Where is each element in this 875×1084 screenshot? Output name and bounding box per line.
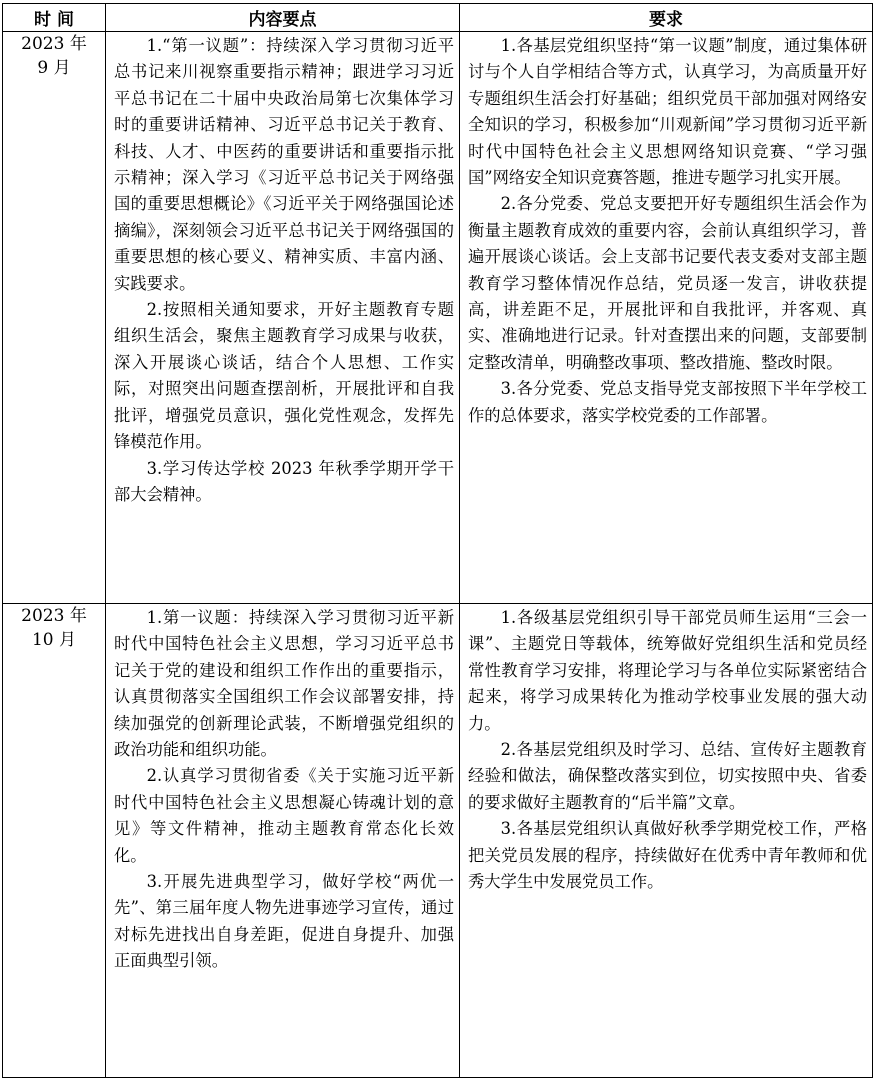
requirements-cell — [460, 32, 873, 604]
content-item: 2.认真学习贯彻省委《关于实施习近平新时代中国特色社会主义思想凝心铸魂计划的意见》等文件精神，推动主题教育常态化长效化。 — [114, 766, 454, 865]
requirement-item: 3.各基层党组织认真做好秋季学期党校工作，严格把关党员发展的程序，持续做好在优秀中青年教师和优秀大学生中发展党员工作。 — [468, 819, 867, 892]
content-cell — [106, 32, 460, 604]
requirement-item: 1.各基层党组织坚持“第一议题”制度，通过集体研讨与个人自学相结合等方式，认真学习，为高质量开好专题组织生活会打好基础；组织党员干部加强对网络安全知识的学习，积极参加“川观新闻”学习贯彻习近平新时代中国特色社会主义思想网络知识竞赛、“学习强国”网络安全知识竞赛答题，推进专题学习扎实开展。 — [468, 36, 867, 188]
content-item: 1.第一议题：持续深入学习贯彻习近平新时代中国特色社会主义思想，学习习近平总书记关于党的建设和组织工作作出的重要指示，认真贯彻落实全国组织工作会议部署安排，持续加强党的创新理论武装，不断增强党组织的政治功能和组织功能。 — [114, 608, 454, 760]
header-content: 内容要点 — [106, 4, 460, 32]
content-item: 1.“第一议题”：持续深入学习贯彻习近平总书记来川视察重要指示精神；跟进学习习近平总书记在二十届中央政治局第七次集体学习时的重要讲话精神、习近平总书记关于教育、科技、人才、中医药的重要讲话和重要指示批示精神；深入学习《习近平总书记关于网络强国的重要思想概论》《习近平关于网络强国论述摘编》，深刻领会习近平总书记关于网络强国的重要思想的核心要义、精神实质、丰富内涵、实践要求。 — [114, 36, 454, 293]
content-item: 2.按照相关通知要求，开好主题教育专题组织生活会，聚焦主题教育学习成果与收获，深入开展谈心谈话，结合个人思想、工作实际，对照突出问题查摆剖析，开展批评和自我批评，增强党员意识，强化党性观念，发挥先锋模范作用。 — [114, 300, 454, 452]
time-month: 9 月 — [37, 58, 71, 78]
time-cell — [3, 604, 106, 1078]
study-plan-table — [2, 3, 873, 1078]
content-item: 3.学习传达学校 2023 年秋季学期开学干部大会精神。 — [114, 458, 454, 504]
header-requirements: 要求 — [460, 4, 873, 32]
content-cell — [106, 604, 460, 1078]
time-year: 2023 年 — [21, 34, 87, 54]
requirements-cell — [460, 604, 873, 1078]
requirement-item: 2.各基层党组织及时学习、总结、宣传好主题教育经验和做法，确保整改落实到位，切实按照中央、省委的要求做好主题教育的“后半篇”文章。 — [468, 740, 867, 812]
requirement-item: 1.各级基层党组织引导干部党员师生运用“三会一课”、主题党日等载体，统筹做好党组织生活和党员经常性教育学习安排，将理论学习与各单位实际紧密结合起来，将学习成果转化为推动学校事业发展的强大动力。 — [468, 608, 867, 733]
requirement-item: 2.各分党委、党总支要把开好专题组织生活会作为衡量主题教育成效的重要内容，会前认真组织学习，普遍开展谈心谈话。会上支部书记要代表支委对支部主题教育学习整体情况作总结，党员逐一发言，讲收获提高，讲差距不足，开展批评和自我批评，并客观、真实、准确地进行记录。针对查摆出来的问题，支部要制定整改清单，明确整改事项、整改措施、整改时限。 — [468, 194, 867, 372]
table-row — [3, 32, 873, 604]
table-header-row — [3, 4, 873, 32]
content-item: 3.开展先进典型学习，做好学校“两优一先”、第三届年度人物先进事迹学习宣传，通过对标先进找出自身差距，促进自身提升、加强正面典型引领。 — [114, 872, 454, 971]
time-cell — [3, 32, 106, 604]
header-time: 时 间 — [3, 4, 106, 32]
time-year: 2023 年 — [21, 606, 87, 626]
table-row — [3, 604, 873, 1078]
time-month: 10 月 — [31, 630, 77, 650]
requirement-item: 3.各分党委、党总支指导党支部按照下半年学校工作的总体要求，落实学校党委的工作部署。 — [468, 379, 867, 425]
